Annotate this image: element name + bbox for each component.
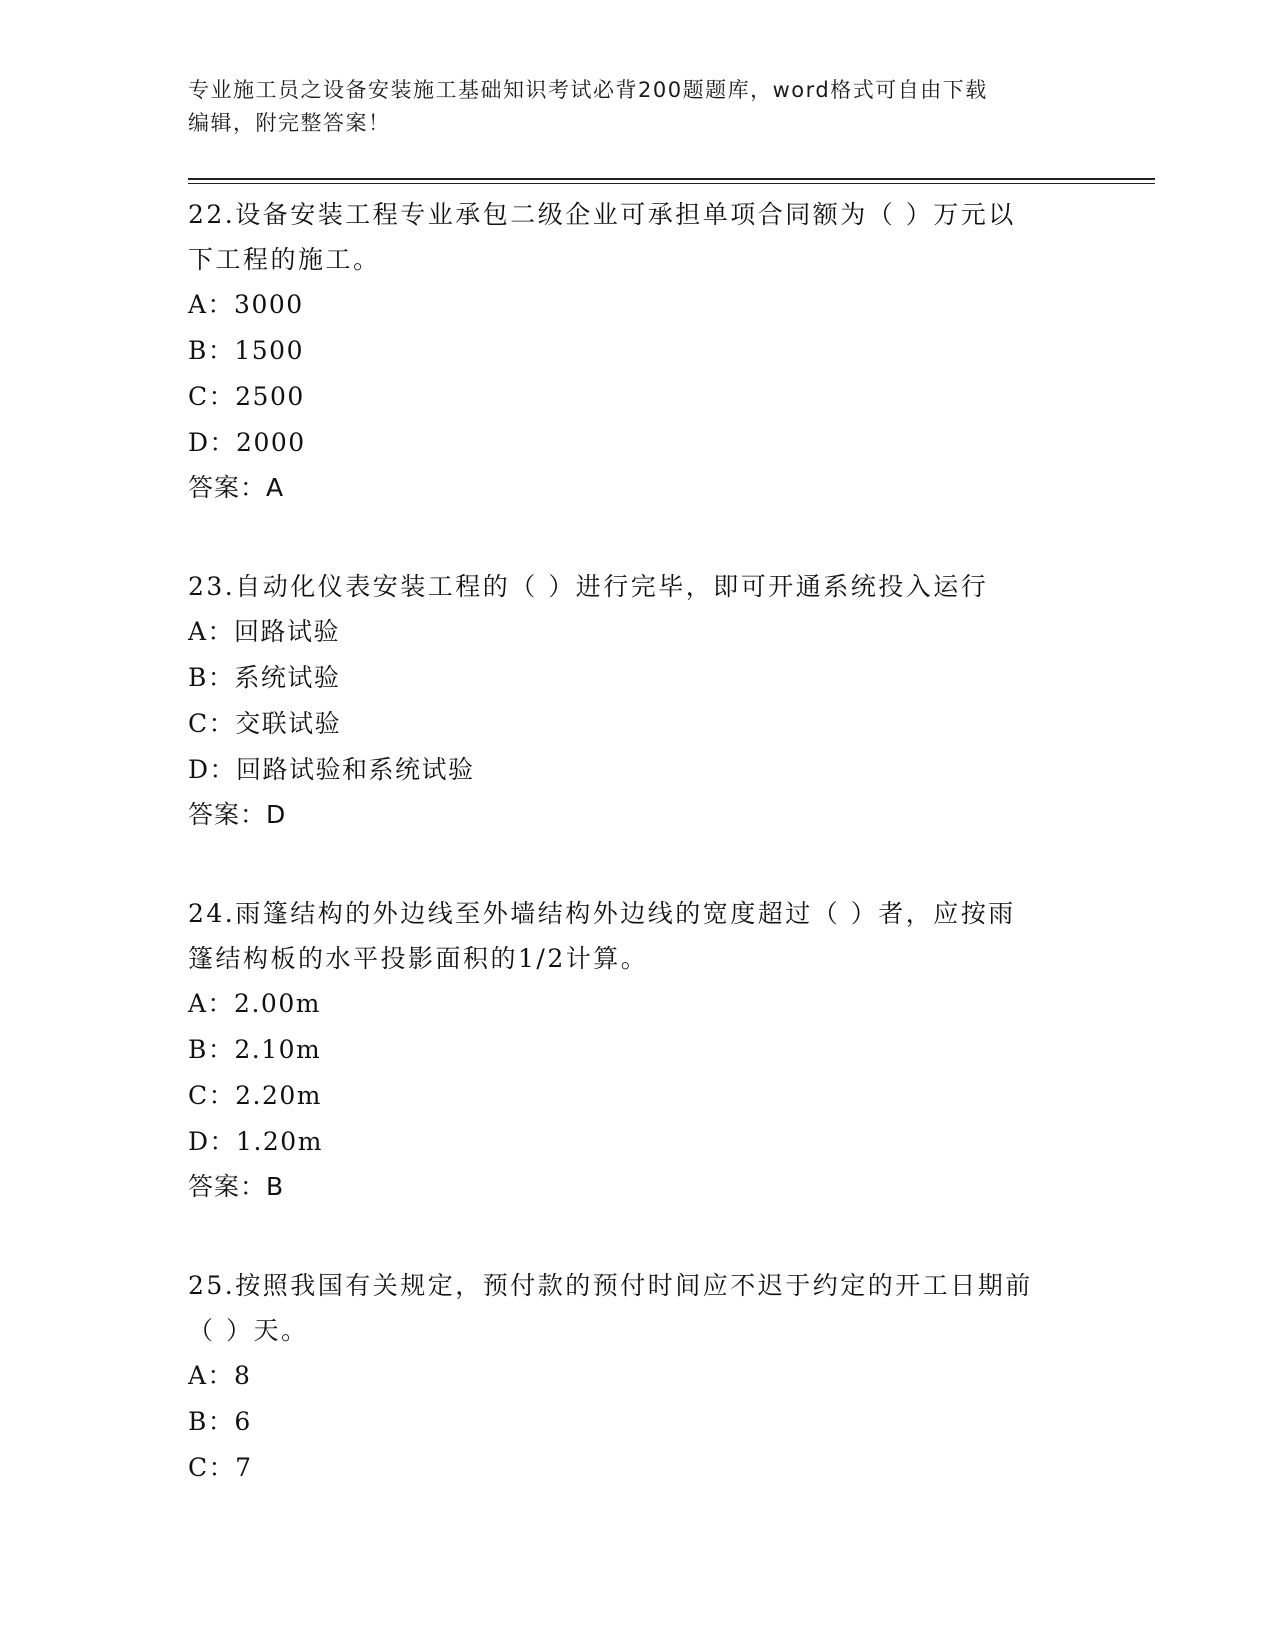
questions-list	[188, 192, 1088, 1491]
header-title-line-2: 编辑，附完整答案！	[188, 111, 391, 135]
option-b: B：1500	[188, 336, 304, 365]
answer-line: 答案：D	[188, 800, 287, 829]
answer-line: 答案：B	[188, 1172, 285, 1201]
option-b: B：6	[188, 1407, 252, 1436]
question-stem-line: 22.设备安装工程专业承包二级企业可承担单项合同额为（ ）万元以	[188, 200, 1016, 229]
option-c: C：2500	[188, 382, 305, 411]
question-spacer	[188, 1209, 1088, 1263]
option-b: B：系统试验	[188, 663, 341, 692]
option-a: A：2.00m	[188, 989, 321, 1018]
question-stem-line: 24.雨篷结构的外边线至外墙结构外边线的宽度超过（ ）者，应按雨	[188, 899, 1016, 928]
option-c: C：7	[188, 1453, 253, 1482]
option-d: D：1.20m	[188, 1127, 323, 1156]
question-stem-line: 篷结构板的水平投影面积的1/2计算。	[188, 944, 649, 973]
question-stem-line: 25.按照我国有关规定，预付款的预付时间应不迟于约定的开工日期前	[188, 1271, 1033, 1300]
option-c: C：2.20m	[188, 1081, 322, 1110]
document-header	[188, 74, 1088, 140]
header-divider-thin	[188, 183, 1155, 184]
header-divider-thick	[188, 178, 1155, 180]
option-a: A：8	[188, 1361, 252, 1390]
option-d: D：回路试验和系统试验	[188, 755, 475, 784]
option-b: B：2.10m	[188, 1035, 322, 1064]
question-stem-line: （ ）天。	[188, 1316, 309, 1345]
question-24	[188, 891, 1088, 1209]
question-25	[188, 1263, 1088, 1491]
header-title-line-1: 专业施工员之设备安装施工基础知识考试必背200题题库，word格式可自由下载	[188, 78, 988, 102]
question-spacer	[188, 837, 1088, 891]
question-stem-line: 23.自动化仪表安装工程的（ ）进行完毕，即可开通系统投入运行	[188, 572, 989, 601]
option-a: A：回路试验	[188, 617, 341, 646]
question-spacer	[188, 510, 1088, 564]
question-22	[188, 192, 1088, 510]
question-stem-line: 下工程的施工。	[188, 245, 381, 274]
option-d: D：2000	[188, 428, 306, 457]
option-c: C：交联试验	[188, 709, 342, 738]
question-23	[188, 564, 1088, 837]
option-a: A：3000	[188, 290, 304, 319]
answer-line: 答案：A	[188, 473, 285, 502]
